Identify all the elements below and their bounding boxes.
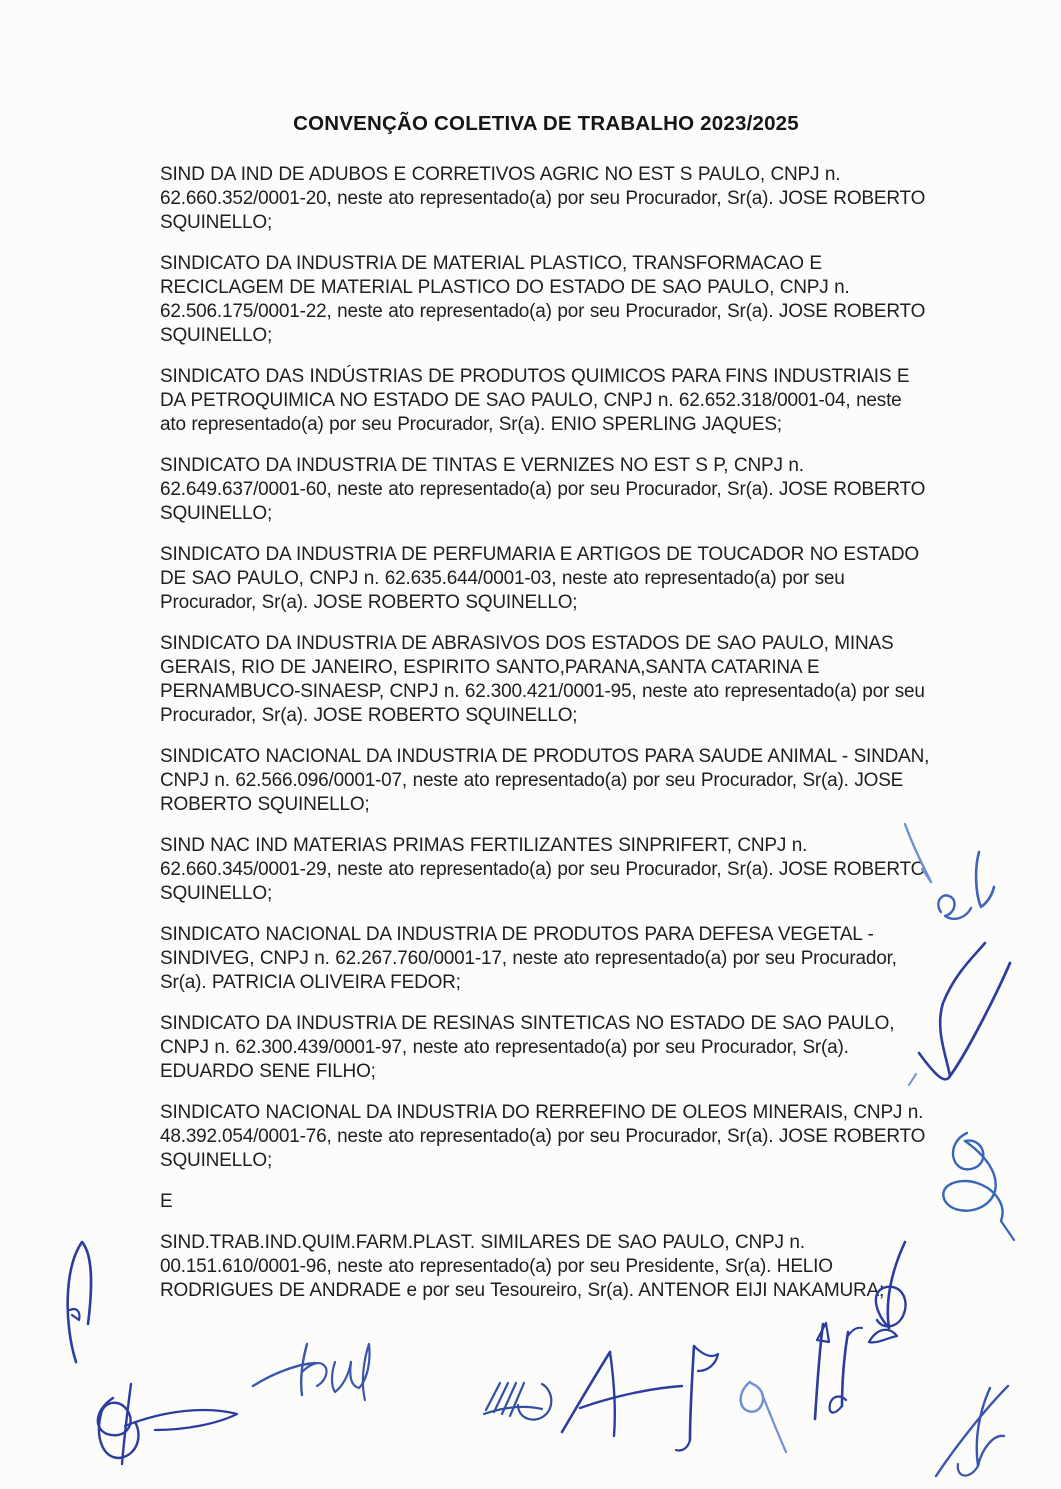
paragraph-sind-material-plastico: SINDICATO DA INDUSTRIA DE MATERIAL PLASTICO, TRANSFORMACAO E RECICLAGEM DE MATERIAL PLASTICO DO ESTADO DE SAO PAULO, CNPJ n. 62.506.175/0001-22, neste ato representado(a) por seu Procurador, Sr(a). JOSE ROBERTO SQUINELLO;: [160, 253, 926, 346]
paragraph-sind-trab-quim-farm-plast: SIND.TRAB.IND.QUIM.FARM.PLAST. SIMILARES DE SAO PAULO, CNPJ n. 00.151.610/0001-96, neste ato representado(a) por seu Presidente, Sr(a). HELIO RODRIGUES DE ANDRADE e por seu Tesoureiro, Sr(a). ANTENOR EIJI NAKAMURA;: [160, 1232, 885, 1301]
paragraph-sind-rerrefino-oleos: SINDICATO NACIONAL DA INDUSTRIA DO RERREFINO DE OLEOS MINERAIS, CNPJ n. 48.392.054/0001-76, neste ato representado(a) por seu Procurador, Sr(a). JOSE ROBERTO SQUINELLO;: [160, 1102, 926, 1171]
paragraph-sind-tintas-vernizes: SINDICATO DA INDUSTRIA DE TINTAS E VERNIZES NO EST S P, CNPJ n. 62.649.637/0001-60, neste ato representado(a) por seu Procurador, Sr(a). JOSE ROBERTO SQUINELLO;: [160, 455, 926, 524]
paragraph-sind-fertilizantes-sinprifert: SIND NAC IND MATERIAS PRIMAS FERTILIZANTES SINPRIFERT, CNPJ n. 62.660.345/0001-29, neste ato representado(a) por seu Procurador, Sr(a). JOSE ROBERTO SQUINELLO;: [160, 835, 926, 904]
document-body: [160, 112, 932, 1320]
paragraph-sind-perfumaria: SINDICATO DA INDUSTRIA DE PERFUMARIA E ARTIGOS DE TOUCADOR NO ESTADO DE SAO PAULO, CNPJ n. 62.635.644/0001-03, neste ato representado(a) por seu Procurador, Sr(a). JOSE ROBERTO SQUINELLO;: [160, 544, 919, 613]
signature-ink-center-hatch-oval: [478, 1368, 563, 1433]
document-title: CONVENÇÃO COLETIVA DE TRABALHO 2023/2025: [293, 112, 799, 135]
connector-e: E: [160, 1191, 173, 1212]
paragraph-sind-quimicos-petroquimica: SINDICATO DAS INDÚSTRIAS DE PRODUTOS QUIMICOS PARA FINS INDUSTRIAIS E DA PETROQUIMICA NO ESTADO DE SAO PAULO, CNPJ n. 62.652.318/0001-04, neste ato representado(a) por seu Procurador, Sr(a). ENIO SPERLING JAQUES;: [160, 366, 910, 435]
paragraph-sind-resinas-sinteticas: SINDICATO DA INDUSTRIA DE RESINAS SINTETICAS NO ESTADO DE SAO PAULO, CNPJ n. 62.300.439/0001-97, neste ato representado(a) por seu Procurador, Sr(a). EDUARDO SENE FILHO;: [160, 1013, 895, 1082]
paragraph-sind-adubos: SIND DA IND DE ADUBOS E CORRETIVOS AGRIC NO EST S PAULO, CNPJ n. 62.660.352/0001-20, neste ato representado(a) por seu Procurador, Sr(a). JOSE ROBERTO SQUINELLO;: [160, 164, 926, 233]
paragraph-sind-abrasivos-sinaesp: SINDICATO DA INDUSTRIA DE ABRASIVOS DOS ESTADOS DE SAO PAULO, MINAS GERAIS, RIO DE JANEIRO, ESPIRITO SANTO,PARANA,SANTA CATARINA E PERNAMBUCO-SINAESP, CNPJ n. 62.300.421/0001-95, neste ato representado(a) por seu Procurador, Sr(a). JOSE ROBERTO SQUINELLO;: [160, 633, 925, 726]
signature-ink-left-tall-loop: [48, 1232, 118, 1367]
signature-ink-center-a-cross: [552, 1338, 722, 1453]
signature-ink-right-cross: [920, 1378, 1015, 1488]
signature-ink-center-k-mark: [818, 1322, 873, 1427]
paragraph-sind-defesa-vegetal-sindiveg: SINDICATO NACIONAL DA INDUSTRIA DE PRODUTOS PARA DEFESA VEGETAL - SINDIVEG, CNPJ n. 62.267.760/0001-17, neste ato representado(a) por seu Procurador, Sr(a). PATRICIA OLIVEIRA FEDOR;: [160, 924, 897, 993]
signature-ink-center-el-loop: [718, 1352, 793, 1457]
signature-ink-vertical-arrow: [795, 1312, 840, 1427]
signature-ink-center-july: [245, 1332, 405, 1407]
paragraph-sind-saude-animal-sindan: SINDICATO NACIONAL DA INDUSTRIA DE PRODUTOS PARA SAUDE ANIMAL - SINDAN, CNPJ n. 62.566.096/0001-07, neste ato representado(a) por seu Procurador, Sr(a). JOSE ROBERTO SQUINELLO;: [160, 746, 930, 815]
signature-ink-left-loops-sweep: [85, 1368, 245, 1468]
